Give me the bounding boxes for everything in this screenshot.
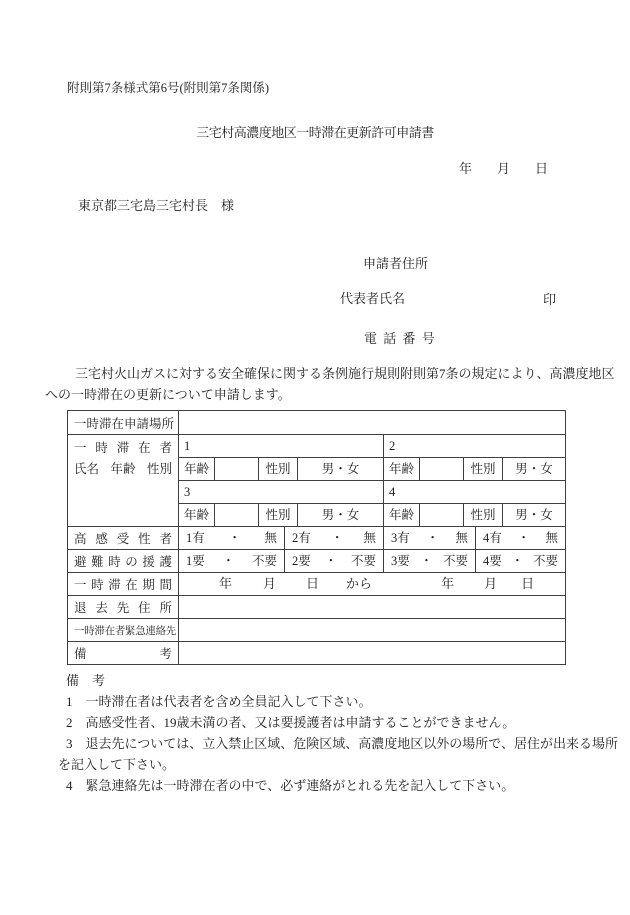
row-stay-place [68,411,565,434]
period-label-cell [68,573,179,595]
person-4-age-input-cell [420,504,464,526]
note-item-2: 2 高感受性者、19歳未満の者、又は要援護者は申請することができません。 [66,715,516,730]
application-table [67,410,566,665]
row-stayers [68,434,565,526]
person-4-age-label: 年齢 [384,504,420,526]
person-3-age-input-cell [215,504,259,526]
person-1-age-input-cell [215,458,259,480]
evacuation-input-cell [179,596,565,618]
phone-number-label: 電 話 番 号 [364,331,437,346]
note-item-3-continuation: を記入して下さい。 [58,757,176,772]
period-day-from: 日 [306,576,320,591]
stayers-sublabel-age: 年齢 [110,462,136,476]
period-year-from: 年 [219,576,233,591]
person-4-sex-options: 男・女 [515,508,553,522]
sensitivity-1-yes: 1有 [186,531,205,545]
sensitivity-4-no: 無 [545,531,558,545]
emergency-input-cell [179,619,565,641]
person-2-age-label: 年齢 [384,458,420,480]
period-kara: から [346,576,373,591]
person-2-age-input-cell [420,458,464,480]
period-month-from: 月 [263,576,277,591]
sensitivity-2-yes: 2有 [292,531,311,545]
assistance-4-dot: ・ [511,554,524,568]
sensitivity-cell-4 [476,527,565,549]
page-title: 三宅村高濃度地区一時滞在更新許可申請書 [196,125,434,140]
person-3-sex-options: 男・女 [321,508,360,522]
assistance-cell-1 [179,550,285,572]
stayers-data [179,435,565,526]
row-emergency-contact [68,618,565,641]
sensitivity-3-yes: 3有 [391,531,410,545]
person-2-sex-label: 性別 [464,458,503,480]
person-3-age-sex [179,504,384,526]
sensitivity-cell-2 [285,527,384,549]
period-day-to: 日 [521,576,535,591]
person-1-name-cell: 1 [179,435,384,457]
sensitivity-label: 高感受性者 [74,532,172,546]
stayers-sublabel-name: 氏名 [74,462,100,476]
sensitivity-2-no: 無 [363,531,376,545]
stayers-age-row-1-2 [179,457,565,480]
notes-heading: 備 考 [66,673,106,688]
assistance-3-dot: ・ [420,554,433,568]
assistance-1-noneed: 不要 [251,554,277,568]
evacuation-label-cell [68,596,179,618]
person-1-age-label: 年齢 [179,458,215,480]
assistance-3-need: 3要 [391,554,410,568]
person-1-sex-options: 男・女 [321,462,360,476]
assistance-2-dot: ・ [324,554,338,568]
person-4-age-sex [384,504,565,526]
note-item-3: 3 退去先については、立入禁止区域、危険区域、高濃度地区以外の場所で、居住が出来る場所 [66,736,618,751]
period-month-to: 月 [484,576,498,591]
period-label: 一時滞在期間 [74,578,172,592]
assistance-4-noneed: 不要 [532,554,558,568]
row-sensitivity [68,526,565,549]
stayers-name-row-3-4 [179,480,565,503]
emergency-label-cell [68,619,179,641]
assistance-1-need: 1要 [186,554,205,568]
seal-label: 印 [543,292,557,307]
sensitivity-3-dot: ・ [426,531,439,545]
evacuation-label: 退去先住所 [74,601,172,615]
assistance-cell-3 [384,550,476,572]
person-3-age-label: 年齢 [179,504,215,526]
stayers-label-cell [68,435,179,526]
sensitivity-2-dot: ・ [330,531,344,545]
person-3-name-cell: 3 [179,481,384,503]
sensitivity-label-cell [68,527,179,549]
person-2-sex-options: 男・女 [515,462,553,476]
person-4-name-cell: 4 [389,485,396,499]
sensitivity-1-no: 無 [264,531,277,545]
remarks-label: 備考 [74,647,172,661]
sensitivity-4-dot: ・ [517,531,530,545]
remarks-input-cell [179,642,565,664]
sensitivity-cell-3 [384,527,476,549]
person-1-sex-label: 性別 [259,458,298,480]
note-item-4: 4 緊急連絡先は一時滞在者の中で、必ず連絡がとれる先を記入して下さい。 [66,778,515,793]
assistance-cell-2 [285,550,384,572]
assistance-1-dot: ・ [222,554,235,568]
period-year-to: 年 [441,576,455,591]
assistance-4-need: 4要 [483,554,502,568]
person-2-age-sex [384,458,565,480]
row-period [68,572,565,595]
notes-section [58,670,618,796]
applicant-address-label: 申請者住所 [363,256,429,271]
stayers-age-row-3-4 [179,503,565,526]
stay-place-input-cell [179,411,565,434]
sensitivity-4-yes: 4有 [483,531,502,545]
person-1-age-sex [179,458,384,480]
addressee: 東京都三宅島三宅村長 様 [78,198,235,213]
period-value-cell [179,573,565,595]
body-paragraph-line2: への一時滞在の更新について申請します。 [45,387,291,402]
note-item-1: 1 一時滞在者は代表者を含め全員記入して下さい。 [66,694,372,709]
stayers-name-row-1-2 [179,435,565,457]
sensitivity-1-dot: ・ [228,531,241,545]
day-label: 日 [535,161,549,176]
assistance-label-cell [68,550,179,572]
sensitivity-cell-1 [179,527,285,549]
person-2-name-cell: 2 [389,439,396,453]
body-paragraph-line1: 三宅村火山ガスに対する安全確保に関する条例施行規則附則第7条の規定により、高濃度地区 [75,366,615,381]
form-number: 附則第7条様式第6号(附則第7条関係) [67,81,270,95]
person-4-sex-label: 性別 [464,504,503,526]
body-paragraph [45,363,615,405]
row-evacuation-address [68,595,565,618]
stay-place-label-cell [68,411,179,434]
representative-name-label: 代表者氏名 [340,291,406,306]
assistance-3-noneed: 不要 [442,554,468,568]
assistance-label: 避難時の援護 [74,555,172,569]
row-remarks [68,641,565,664]
year-label: 年 [459,161,473,176]
emergency-label: 一時滞在者緊急連絡先 [74,625,176,637]
assistance-cell-4 [476,550,565,572]
person-3-sex-label: 性別 [259,504,298,526]
assistance-2-noneed: 不要 [350,554,376,568]
stayers-label: 一時滞在者 [74,441,172,455]
assistance-2-need: 2要 [292,554,311,568]
sensitivity-3-no: 無 [455,531,468,545]
date-line [459,158,548,177]
stayers-sublabels [74,459,172,480]
stayers-sublabel-sex: 性別 [146,462,172,476]
stay-place-label: 一時滞在申請場所 [74,416,175,431]
month-label: 月 [497,161,511,176]
row-assistance [68,549,565,572]
remarks-label-cell [68,642,179,664]
